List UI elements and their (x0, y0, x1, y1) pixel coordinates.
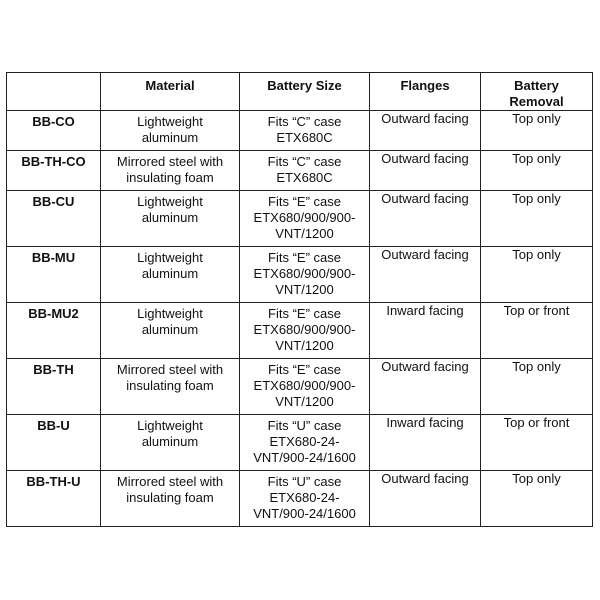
header-battery-size: Battery Size (240, 73, 370, 111)
table-row (7, 191, 593, 247)
battery-size-line: ETX680/900/900- (253, 378, 356, 393)
flanges-cell: Outward facing (370, 191, 481, 247)
model-cell: BB-U (7, 415, 101, 471)
battery-size-line: ETX680/900/900- (253, 210, 356, 225)
material-line: Mirrored steel with (116, 474, 224, 489)
model-cell: BB-MU (7, 247, 101, 303)
table-row (7, 359, 593, 415)
removal-cell: Top or front (481, 415, 593, 471)
flanges-cell: Inward facing (370, 303, 481, 359)
battery-size-cell (240, 111, 370, 151)
flanges-cell: Outward facing (370, 471, 481, 527)
material-line: aluminum (141, 210, 199, 225)
battery-size-line: VNT/1200 (275, 394, 334, 409)
battery-size-cell (240, 359, 370, 415)
material-cell (101, 471, 240, 527)
removal-cell: Top only (481, 111, 593, 151)
material-line: Lightweight (137, 194, 203, 209)
removal-cell: Top only (481, 247, 593, 303)
header-material: Material (101, 73, 240, 111)
battery-size-line: Fits “E” case (268, 362, 341, 377)
table-row (7, 151, 593, 191)
model-cell: BB-TH-U (7, 471, 101, 527)
table-row (7, 415, 593, 471)
model-cell: BB-MU2 (7, 303, 101, 359)
model-cell: BB-CU (7, 191, 101, 247)
table-row (7, 471, 593, 527)
battery-size-line: VNT/1200 (275, 226, 334, 241)
battery-size-cell (240, 303, 370, 359)
battery-size-line: Fits “U” case (267, 474, 342, 489)
battery-size-line: Fits “C” case (267, 114, 342, 129)
battery-box-spec-table (6, 72, 593, 527)
battery-size-line: Fits “U” case (267, 418, 342, 433)
material-line: Mirrored steel with (116, 154, 224, 169)
battery-size-cell (240, 151, 370, 191)
battery-size-line: ETX680/900/900- (253, 322, 356, 337)
battery-size-cell (240, 415, 370, 471)
flanges-cell: Outward facing (370, 151, 481, 191)
table-row (7, 111, 593, 151)
header-row (7, 73, 593, 111)
removal-cell: Top only (481, 359, 593, 415)
battery-size-line: ETX680-24- (269, 434, 340, 449)
material-cell (101, 247, 240, 303)
flanges-cell: Outward facing (370, 111, 481, 151)
table-row (7, 247, 593, 303)
material-cell (101, 415, 240, 471)
header-battery-removal (481, 73, 593, 111)
flanges-cell: Inward facing (370, 415, 481, 471)
material-line: insulating foam (126, 170, 214, 185)
material-cell (101, 191, 240, 247)
battery-size-line: ETX680C (276, 170, 333, 185)
battery-size-line: Fits “C” case (267, 154, 342, 169)
material-line: Lightweight (137, 418, 203, 433)
model-cell: BB-TH (7, 359, 101, 415)
header-battery-removal-line2: Removal (509, 94, 564, 109)
material-line: aluminum (141, 434, 199, 449)
table-row (7, 303, 593, 359)
removal-cell: Top or front (481, 303, 593, 359)
battery-size-line: Fits “E” case (268, 306, 341, 321)
battery-size-line: ETX680-24- (269, 490, 340, 505)
material-cell (101, 151, 240, 191)
battery-size-cell (240, 191, 370, 247)
removal-cell: Top only (481, 151, 593, 191)
material-line: Lightweight (137, 250, 203, 265)
header-model (7, 73, 101, 111)
material-line: aluminum (141, 130, 199, 145)
header-flanges: Flanges (370, 73, 481, 111)
header-battery-removal-line1: Battery (514, 78, 559, 93)
battery-size-cell (240, 471, 370, 527)
material-cell (101, 359, 240, 415)
battery-size-line: VNT/900-24/1600 (253, 506, 356, 521)
battery-size-cell (240, 247, 370, 303)
material-line: aluminum (141, 266, 199, 281)
flanges-cell: Outward facing (370, 247, 481, 303)
material-cell (101, 111, 240, 151)
battery-size-line: ETX680C (276, 130, 333, 145)
material-line: aluminum (141, 322, 199, 337)
battery-size-line: ETX680/900/900- (253, 266, 356, 281)
model-cell: BB-TH-CO (7, 151, 101, 191)
battery-size-line: VNT/1200 (275, 282, 334, 297)
material-cell (101, 303, 240, 359)
battery-size-line: VNT/900-24/1600 (253, 450, 356, 465)
model-cell: BB-CO (7, 111, 101, 151)
battery-size-line: VNT/1200 (275, 338, 334, 353)
material-line: Lightweight (137, 114, 203, 129)
removal-cell: Top only (481, 191, 593, 247)
removal-cell: Top only (481, 471, 593, 527)
battery-size-line: Fits “E” case (268, 250, 341, 265)
material-line: Mirrored steel with (116, 362, 224, 377)
material-line: insulating foam (126, 378, 214, 393)
battery-size-line: Fits “E” case (268, 194, 341, 209)
material-line: Lightweight (137, 306, 203, 321)
flanges-cell: Outward facing (370, 359, 481, 415)
material-line: insulating foam (126, 490, 214, 505)
